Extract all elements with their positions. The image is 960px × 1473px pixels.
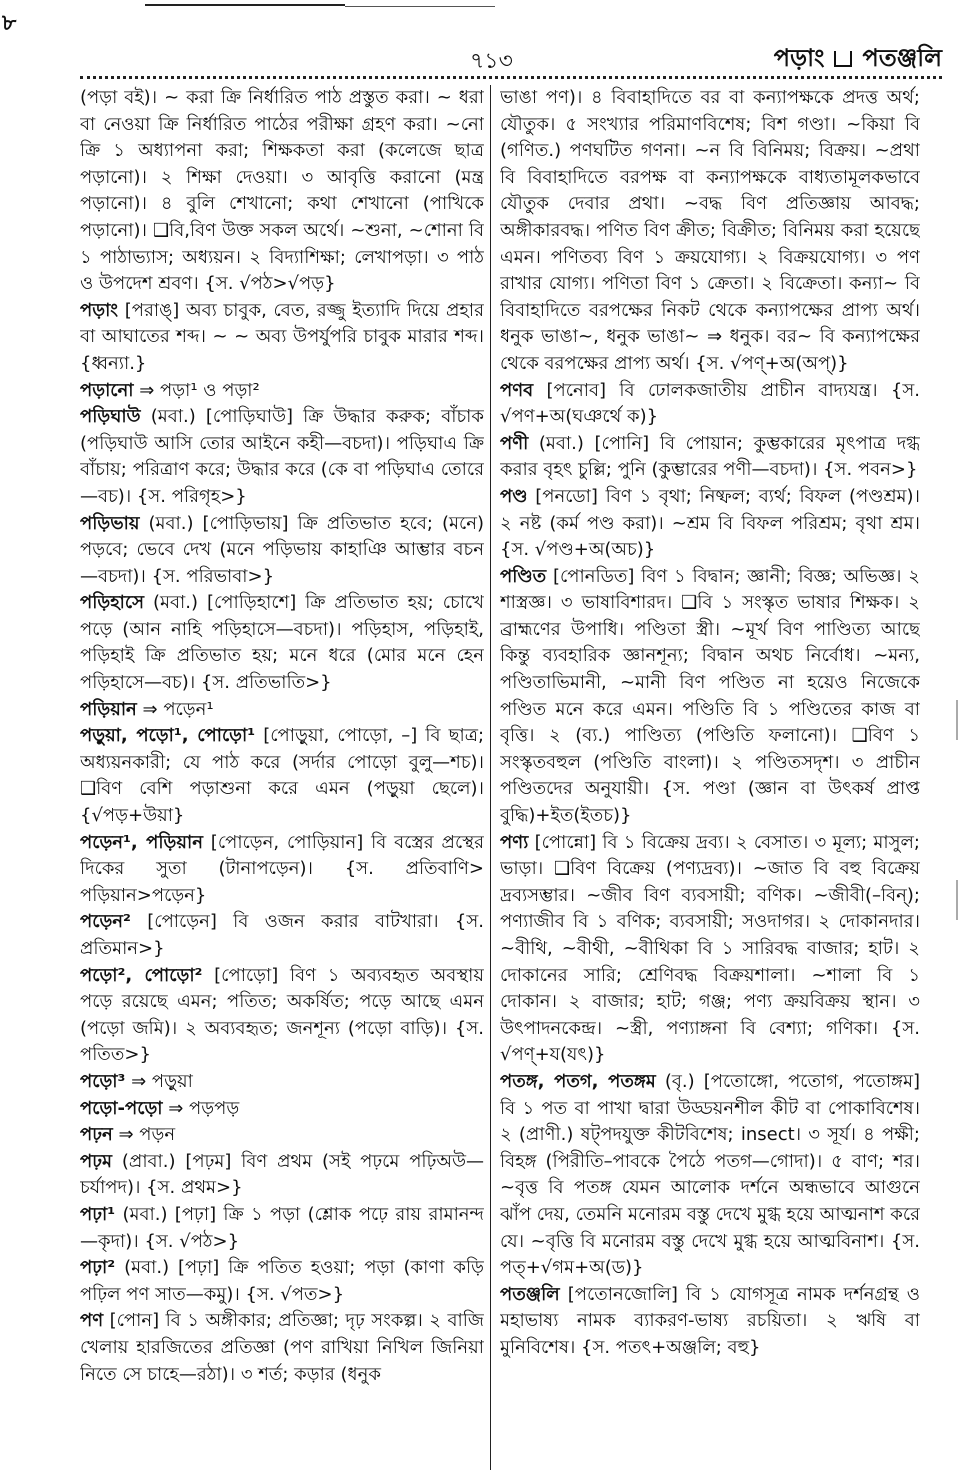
dictionary-entry <box>80 1096 484 1123</box>
entry-definition: (মবা.) [পঢ়া] ক্রি ১ পড়া (শ্লোক পঢ়ে রায় রামানন্দ—কৃদা)। {স. √পঠ>} <box>80 1203 484 1252</box>
entry-definition: [পোন্নো] বি ১ বিক্রেয় দ্রব্য। ২ বেসাত। ৩ মূল্য; মাসুল; ভাড়া। ❑বিণ বিক্রেয় (পণ্যদ্রব্য)। ~জাত বি বহু বিক্রেয় দ্রব্যসম্ভার। ~জীব বিণ ব্যবসায়ী; বণিক। ~জীবী(–বিন্); পণ্যাজীব বি ১ বণিক; ব্যবসায়ী; সওদাগর। ২ দোকানদার। ~বীথি, ~বীথী, ~বীথিকা বি ১ সারিবদ্ধ বাজার; হাট। ২ দোকানের সারি; শ্রেণিবদ্ধ বিক্রয়শালা। ~শালা বি ১ দোকান। ২ বাজার; হাট; গঞ্জ; পণ্য ক্রয়বিক্রয় স্থান। ৩ উৎপাদনকেন্দ্র। ~স্ত্রী, পণ্যাঙ্গনা বি বেশ্যা; গণিকা। {স. √পণ্+য(যৎ)} <box>500 831 920 1066</box>
entry-headword: পড়েন¹, পড়িয়ান <box>80 831 203 853</box>
entry-headword: পড়িয়ান <box>80 698 137 720</box>
entry-definition: ভাঙা পণ)। ৪ বিবাহাদিতে বর বা কন্যাপক্ষকে প্রদত্ত অর্থ; যৌতুক। ৫ সংখ্যার পরিমাণবিশেষ; বিশ গণ্ডা। ~কিয়া বি (গণিত.) পণঘটিত গণনা। ~ন বি বিনিময়; বিক্রয়। ~প্রথা বি বিবাহাদিতে বরপক্ষ বা কন্যাপক্ষকে বাধ্যতামূলকভাবে যৌতুক দেবার প্রথা। ~বদ্ধ বিণ প্রতিজ্ঞায় আবদ্ধ; অঙ্গীকারবদ্ধ। পণিত বিণ ক্রীত; বিক্রীত; বিনিময় করা হয়েছে এমন। পণিতব্য বিণ ১ ক্রয়যোগ্য। ২ বিক্রয়যোগ্য। ৩ পণ রাখার যোগ্য। পণিতা বিণ ১ ক্রেতা। ২ বিক্রেতা। কন্যা~ বি বিবাহাদিতে বরপক্ষের নিকট থেকে কন্যাপক্ষের প্রাপ্য অর্থ। ধনুক ভাঙা~, ধনুক ভাঙা~ ⇒ ধনুক। বর~ বি কন্যাপক্ষের থেকে বরপক্ষের প্রাপ্য অর্থ। {স. √পণ্+অ(অপ্)} <box>500 87 920 374</box>
header-rule <box>80 76 942 79</box>
dictionary-entry <box>80 697 484 724</box>
page-number: ৭১৩ <box>470 49 513 74</box>
entry-definition: (বৃ.) [পতোঙ্গো, পতোগ, পতোঙ্গম] বি ১ পত বা পাখা দ্বারা উড্ডয়নশীল কীট বা পোকাবিশেষ। ২ (প্রাণী.) ষট্পদযুক্ত কীটবিশেষ; insect। ৩ সূর্য। ৪ পক্ষী; বিহঙ্গ (পিরীতি–পাবকে পৈঠে পতগ—গোদা)। ৫ বাণ; শর। ~বৃত্ত বি পতঙ্গ যেমন আলোক দর্শনে অন্ধভাবে আগুনে ঝাঁপ দেয়, তেমনি মনোরম বস্তু দেখে মুগ্ধ হয়ে আত্মনাশ করে যে। ~বৃত্তি বি মনোরম বস্তু দেখে মুগ্ধ হয়ে আত্মবিনাশ। {স. পত্+√গম+অ(ড)} <box>500 1070 920 1279</box>
entry-headword: পঢ়া¹ <box>80 1203 116 1225</box>
entry-definition: [পনডো] বিণ ১ বৃথা; নিষ্ফল; ব্যর্থ; বিফল (পণ্ডশ্রম)। ২ নষ্ট (কর্ম পণ্ড করা)। ~শ্রম বি বিফল পরিশ্রম; বৃথা শ্রম। {স. √পণ্ড+অ(অচ)} <box>500 485 920 561</box>
entry-definition: [পোড়ো] বিণ ১ অব্যবহৃত অবস্থায় পড়ে রয়েছে এমন; পতিত; অকর্ষিত; পড়ে আছে এমন (পড়ো জমি)। ২ অব্যবহৃত; জনশূন্য (পড়ো বাড়ি)। {স. পতিত>} <box>80 964 484 1066</box>
page-header <box>80 40 942 76</box>
entry-definition: [পোড়ুয়া, পোড়ো, –] বি ছাত্র; অধ্যয়নকারী; যে পাঠ করে (সর্দার পোড়ো বুলু—শচ)।❑বিণ বেশি পড়াশুনা করে এমন (পড়ুয়া ছেলে)। {√পড়+উয়া} <box>80 725 484 827</box>
dictionary-entry <box>80 511 484 591</box>
dictionary-entry <box>80 1149 484 1202</box>
margin-mark <box>950 700 958 740</box>
entry-headword: পঢ়া² <box>80 1257 116 1279</box>
entry-definition: ⇒ পড়েন¹ <box>136 698 214 720</box>
top-scan-rule-thin <box>345 6 495 7</box>
dictionary-entry <box>80 830 484 910</box>
entry-definition: ⇒ পড়া¹ ও পড়া² <box>133 379 260 401</box>
dictionary-entry <box>500 484 920 564</box>
dictionary-entry <box>80 1202 484 1255</box>
entry-definition: (প্রাবা.) [পঢ়ম] বিণ প্রথম (সই পঢ়মে পঢ়িঅউ—চর্যাপদ)। {স. প্রথম>} <box>80 1150 484 1199</box>
dictionary-entry <box>80 1122 484 1149</box>
guide-separator-icon <box>834 51 852 67</box>
entry-definition: ⇒ পড়ুয়া <box>125 1070 193 1092</box>
entry-headword: পড়েন² <box>80 911 131 933</box>
entry-definition: [পোড়েন, পোড়িয়ান] বি বস্ত্রের প্রস্থের দিকের সুতা (টানাপড়েন)। {স. প্রতিবাণি> পড়িয়ান>পড়েন} <box>80 831 484 906</box>
entry-headword: পতঞ্জলি <box>500 1283 560 1305</box>
entry-headword: পণী <box>500 432 529 454</box>
guide-words <box>774 40 942 80</box>
entry-definition: (মবা.) [পঢ়া] ক্রি পতিত হওয়া; পড়া (কাণা কড়ি পঢ়িল পণ সাত—কমু)। {স. √পত>} <box>80 1257 484 1305</box>
entry-headword: পণ <box>80 1310 104 1332</box>
dictionary-entry <box>80 963 484 1069</box>
dictionary-entry <box>80 378 484 405</box>
dictionary-entry <box>80 590 484 696</box>
dictionary-entry <box>80 1069 484 1096</box>
entry-headword: পড়ানো <box>80 379 134 401</box>
entry-headword: পঢ়ন <box>80 1124 113 1146</box>
entry-definition: (মবা.) [পোড়িভায়] ক্রি প্রতিভাত হবে; (মনে) পড়বে; ভেবে দেখ (মনে পড়িভায় কাহাঞি আম্ভার বচন—বচদা)। {স. পরিভাবা>} <box>80 512 484 587</box>
guide-word-last: পতঞ্জলি <box>862 44 942 72</box>
entry-definition: [পোন] বি ১ অঙ্গীকার; প্রতিজ্ঞা; দৃঢ় সংকল্প। ২ বাজি খেলায় হারজিতের প্রতিজ্ঞা (পণ রাখিয়া নিখিল জিনিয়া নিতে সে চাহে—রঠা)। ৩ শর্ত; কড়ার (ধনুক <box>80 1310 484 1385</box>
entry-headword: পতঙ্গ, পতগ, পতঙ্গম <box>500 1070 656 1092</box>
entry-headword: পঢ়ম <box>80 1150 113 1172</box>
dictionary-entry <box>80 298 484 378</box>
dictionary-entry <box>500 1069 920 1282</box>
entry-definition: [পোড়েন] বি ওজন করার বাটখারা। {স. প্রতিমান>} <box>80 911 484 959</box>
top-scan-rule <box>145 4 345 6</box>
entry-headword: পণ্ডিত <box>500 565 547 587</box>
entry-definition: [পনোব] বি ঢোলকজাতীয় প্রাচীন বাদ্যযন্ত্র। {স. √পণ+অ(ঘঞর্থে ক)} <box>500 379 920 428</box>
entry-definition: ⇒ পড়পড় <box>162 1097 240 1119</box>
entry-definition: [পতোনজোলি] বি ১ যোগসূত্র নামক দর্শনগ্রন্থ ও মহাভাষ্য নামক ব্যাকরণ-ভাষ্য রচয়িতা। ২ ঋষি বা মুনিবিশেষ। {স. পতৎ+অঞ্জলি; বহু} <box>500 1283 920 1358</box>
entry-definition: (মবা.) [পোনি] বি পোয়ান; কুম্ভকারের মৃৎপাত্র দগ্ধ করার বৃহৎ চুল্লি; পুনি (কুম্ভারের পণী—বচদা)। {স. পবন>} <box>500 432 920 481</box>
guide-word-first: পড়াং <box>773 44 825 72</box>
dictionary-entry <box>80 723 484 829</box>
entry-headword: পড়িভায় <box>80 512 140 534</box>
dictionary-entry <box>500 564 920 830</box>
right-column <box>500 85 920 1470</box>
entry-headword: পড়ো², পোড়ো² <box>80 964 203 986</box>
entry-definition: [পরাঙ্] অব্য চাবুক, বেত, রজ্জু ইত্যাদি দিয়ে প্রহার বা আঘাতের শব্দ। ~ ~ অব্য উপর্যুপরি চাবুক মারার শব্দ। {ধ্বন্যা.} <box>80 299 484 374</box>
dictionary-entry <box>80 909 484 962</box>
entry-headword: পড়িহাসে <box>80 592 145 614</box>
entry-definition: ⇒ পড়ন <box>112 1124 176 1146</box>
corner-mark: ৮ <box>2 11 17 36</box>
column-divider <box>490 85 491 1470</box>
dictionary-entry <box>500 1282 920 1362</box>
dictionary-entry <box>80 85 484 298</box>
dictionary-entry <box>500 378 920 431</box>
dictionary-entry <box>500 830 920 1069</box>
entry-headword: পণব <box>500 379 534 401</box>
dictionary-entry <box>500 85 920 378</box>
entry-definition: [পোনডিত] বিণ ১ বিদ্বান; জ্ঞানী; বিজ্ঞ; অভিজ্ঞ। ২ শাস্ত্রজ্ঞ। ৩ ভাষাবিশারদ। ❑বি ১ সংস্কৃত ভাষার শিক্ষক। ২ ব্রাহ্মণের উপাধি। পণ্ডিতা স্ত্রী। ~মূর্খ বিণ পাণ্ডিত্য আছে কিন্তু ব্যবহারিক জ্ঞানশূন্য; বিদ্বান অথচ নির্বোধ। ~মন্য, পণ্ডিতাভিমানী, ~মানী বিণ পণ্ডিত না হয়েও নিজেকে পণ্ডিত মনে করে এমন। পণ্ডিতি বি ১ পণ্ডিতের কাজ বা বৃত্তি। ২ (ব্য.) পাণ্ডিত্য (পণ্ডিতি ফলানো)। ❑বিণ ১ সংস্কৃতবহুল (পণ্ডিতি বাংলা)। ২ পণ্ডিতসদৃশ। ৩ প্রাচীন পণ্ডিতদের অনুযায়ী। {স. পণ্ডা (জ্ঞান বা উৎকর্ষ প্রাপ্ত বুদ্ধি)+ইত(ইতচ)} <box>500 565 920 827</box>
entry-headword: পড়ুয়া, পড়ো¹, পোড়ো¹ <box>80 725 256 747</box>
dictionary-columns <box>80 85 942 1470</box>
entry-definition: (মবা.) [পোড়িঘাউ] ক্রি উদ্ধার করুক; বাঁচাক (পড়িঘাউ আসি তোর আইনে কহী—বচদা)। পড়িঘাএ ক্রি বাঁচায়; পরিত্রাণ করে; উদ্ধার করে (কে বা পড়িঘাএ তোরে—বচ)। {স. পরিগৃহ>} <box>80 406 484 507</box>
entry-definition: (পড়া বই)। ~ করা ক্রি নির্ধারিত পাঠ প্রস্তুত করা। ~ ধরা বা নেওয়া ক্রি নির্ধারিত পাঠের পরীক্ষা গ্রহণ করা। ~নো ক্রি ১ অধ্যাপনা করা; শিক্ষকতা করা (কলেজে ছাত্র পড়ানো)। ২ শিক্ষা দেওয়া। ৩ আবৃত্তি করানো (মন্ত্র পড়ানো)। ৪ বুলি শেখানো; কথা শেখানো (পাখিকে পড়ানো)। ❑বি,বিণ উক্ত সকল অর্থে। ~শুনা, ~শোনা বি ১ পাঠাভ্যাস; অধ্যয়ন। ২ বিদ্যাশিক্ষা; লেখাপড়া। ৩ পাঠ ও উপদেশ শ্রবণ। {স. √পঠ>√পড়} <box>80 87 484 295</box>
entry-definition: (মবা.) [পোড়িহাশে] ক্রি প্রতিভাত হয়; চোখে পড়ে (আন নাহি পড়িহাসে—বচদা)। পড়িহাস, পড়িহাই, পড়িহাই ক্রি প্রতিভাত হয়; মনে ধরে (মোর মনে হেন পড়িহাসে—বচ)। {স. প্রতিভাতি>} <box>80 592 484 694</box>
dictionary-entry <box>80 1308 484 1388</box>
entry-headword: পণ্ড <box>500 485 528 507</box>
entry-headword: পণ্য <box>500 831 529 853</box>
dictionary-entry <box>80 1255 484 1308</box>
dictionary-entry <box>80 404 484 510</box>
entry-headword: পড়ো³ <box>80 1070 126 1092</box>
left-column <box>80 85 484 1470</box>
entry-headword: পড়িঘাউ <box>80 406 141 428</box>
entry-headword: পড়াং <box>80 299 119 321</box>
dictionary-entry <box>500 431 920 484</box>
entry-headword: পড়ো-পড়ো <box>80 1097 163 1119</box>
margin-mark <box>950 880 958 920</box>
